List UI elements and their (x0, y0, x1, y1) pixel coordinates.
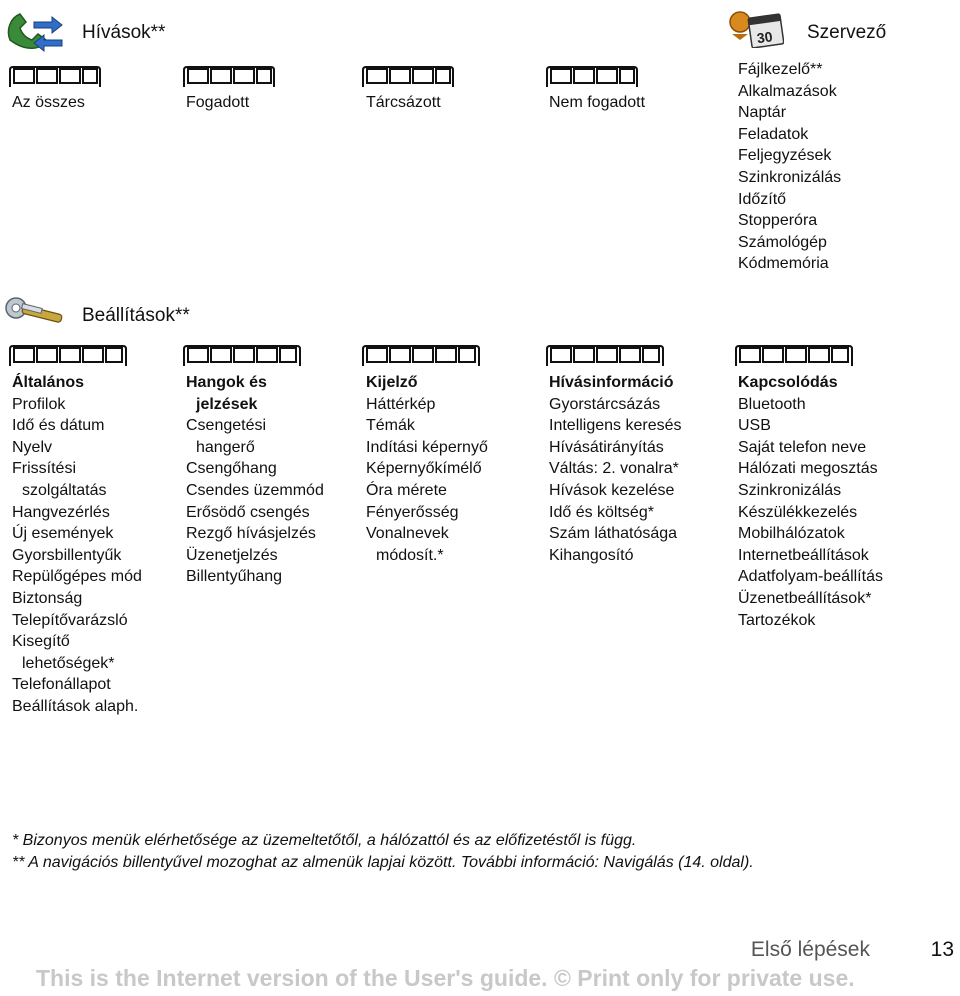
settings-item: Készülékkezelés (738, 503, 858, 521)
page-number: 13 (930, 938, 954, 961)
svg-text:30: 30 (755, 28, 774, 47)
footnote-availability: * Bizonyos menük elérhetősége az üzemeltetőtől, a hálózattól és az előfizetéstől is függ. (12, 832, 637, 849)
calls-title: Hívások** (82, 22, 166, 43)
organizer-item: Stopperóra (738, 212, 818, 230)
settings-item: jelzések (196, 395, 258, 413)
settings-item: USB (738, 417, 771, 435)
calls-tabstrip-3 (362, 66, 454, 88)
organizer-item: Szinkronizálás (738, 168, 842, 186)
calls-tab-received: Fogadott (186, 94, 250, 111)
settings-item: Vonalnevek (366, 525, 449, 543)
settings-item: Telepítővarázsló (12, 611, 128, 629)
settings-item: Hálózati megosztás (738, 460, 878, 478)
organizer-item: Feljegyzések (738, 147, 832, 165)
settings-item: szolgáltatás (22, 481, 107, 499)
settings-item: Beállítások alaph. (12, 697, 139, 715)
footnotes (12, 830, 754, 873)
settings-title: Beállítások** (82, 305, 190, 326)
organizer-title: Szervező (807, 22, 887, 43)
settings-item: Repülőgépes mód (12, 568, 142, 586)
settings-item: Profilok (12, 395, 66, 413)
settings-item: Óra mérete (366, 481, 447, 499)
calls-tabstrip-2 (183, 66, 275, 88)
settings-tabstrip-4 (546, 345, 664, 367)
organizer-item: Naptár (738, 104, 787, 122)
settings-item: Saját telefon neve (738, 438, 867, 456)
settings-item: módosít.* (376, 546, 444, 564)
settings-item: Kijelző (366, 374, 418, 391)
settings-item: Csendes üzemmód (186, 481, 324, 499)
settings-item: Fényerősség (366, 503, 459, 521)
phone-arrows-icon (4, 10, 64, 57)
settings-item: Témák (366, 417, 415, 435)
settings-item: Hívásinformáció (549, 374, 674, 391)
settings-column-general (12, 372, 142, 718)
organizer-list (738, 59, 841, 275)
settings-item: Hangok és (186, 374, 267, 391)
settings-item: Internetbeállítások (738, 546, 869, 564)
settings-column-calls (549, 372, 682, 566)
settings-item: Mobilhálózatok (738, 525, 845, 543)
settings-item: hangerő (196, 438, 255, 456)
calls-tabstrip-1 (9, 66, 101, 88)
watermark: This is the Internet version of the User's guide. © Print only for private use. (36, 965, 855, 991)
organizer-item: Kódmemória (738, 255, 829, 273)
footnote-navigation: ** A navigációs billentyűvel mozoghat az almenük lapjai között. További információ: Navigálás (14. oldal). (12, 853, 754, 871)
settings-item: Üzenetjelzés (186, 546, 278, 564)
organizer-item: Feladatok (738, 125, 809, 143)
organizer-item: Számológép (738, 233, 827, 251)
settings-item: Biztonság (12, 589, 83, 607)
settings-item: Hívásátirányítás (549, 438, 664, 456)
settings-item: Frissítési (12, 460, 76, 478)
settings-column-connectivity (738, 372, 883, 631)
settings-item: Szám láthatósága (549, 525, 678, 543)
settings-item: lehetőségek* (22, 654, 115, 672)
settings-tabstrip-2 (183, 345, 301, 367)
settings-item: Billentyűhang (186, 568, 283, 586)
settings-item: Tartozékok (738, 611, 816, 629)
wrench-icon (4, 292, 66, 337)
settings-item: Kapcsolódás (738, 374, 838, 391)
settings-item: Képernyőkímélő (366, 460, 482, 478)
settings-item: Erősödő csengés (186, 503, 310, 521)
settings-item: Adatfolyam-beállítás (738, 568, 883, 586)
settings-item: Rezgő hívásjelzés (186, 525, 316, 543)
settings-item: Indítási képernyő (366, 438, 488, 456)
settings-item: Nyelv (12, 438, 53, 456)
settings-item: Hangvezérlés (12, 503, 110, 521)
settings-tabstrip-5 (735, 345, 853, 367)
calendar-alarm-icon (728, 8, 784, 53)
settings-tabstrip-1 (9, 345, 127, 367)
settings-tabstrip-3 (362, 345, 480, 367)
settings-item: Csengőhang (186, 460, 277, 478)
calls-tab-missed: Nem fogadott (549, 94, 646, 111)
settings-item: Telefonállapot (12, 676, 111, 694)
settings-item: Csengetési (186, 417, 267, 435)
settings-item: Intelligens keresés (549, 417, 682, 435)
settings-item: Gyorsbillentyűk (12, 546, 122, 564)
organizer-item: Fájlkezelő** (738, 61, 823, 78)
settings-column-display (366, 372, 488, 566)
settings-column-sounds (186, 372, 324, 588)
settings-item: Háttérkép (366, 395, 436, 413)
settings-item: Hívások kezelése (549, 481, 675, 499)
settings-item: Idő és dátum (12, 417, 105, 435)
settings-item: Kihangosító (549, 546, 634, 564)
settings-item: Üzenetbeállítások* (738, 589, 872, 607)
settings-item: Szinkronizálás (738, 481, 842, 499)
settings-item: Általános (12, 374, 85, 391)
footer-section-title: Első lépések (750, 938, 870, 961)
calls-tab-all: Az összes (12, 94, 85, 111)
calls-tabstrip-4 (546, 66, 638, 88)
settings-item: Váltás: 2. vonalra* (549, 460, 679, 478)
calls-tab-dialled: Tárcsázott (366, 94, 441, 111)
settings-item: Kisegítő (12, 633, 70, 651)
settings-item: Bluetooth (738, 395, 806, 413)
organizer-item: Alkalmazások (738, 82, 837, 100)
settings-item: Új események (12, 525, 114, 543)
settings-item: Idő és költség* (549, 503, 654, 521)
settings-item: Gyorstárcsázás (549, 395, 661, 413)
organizer-item: Időzítő (738, 190, 787, 208)
